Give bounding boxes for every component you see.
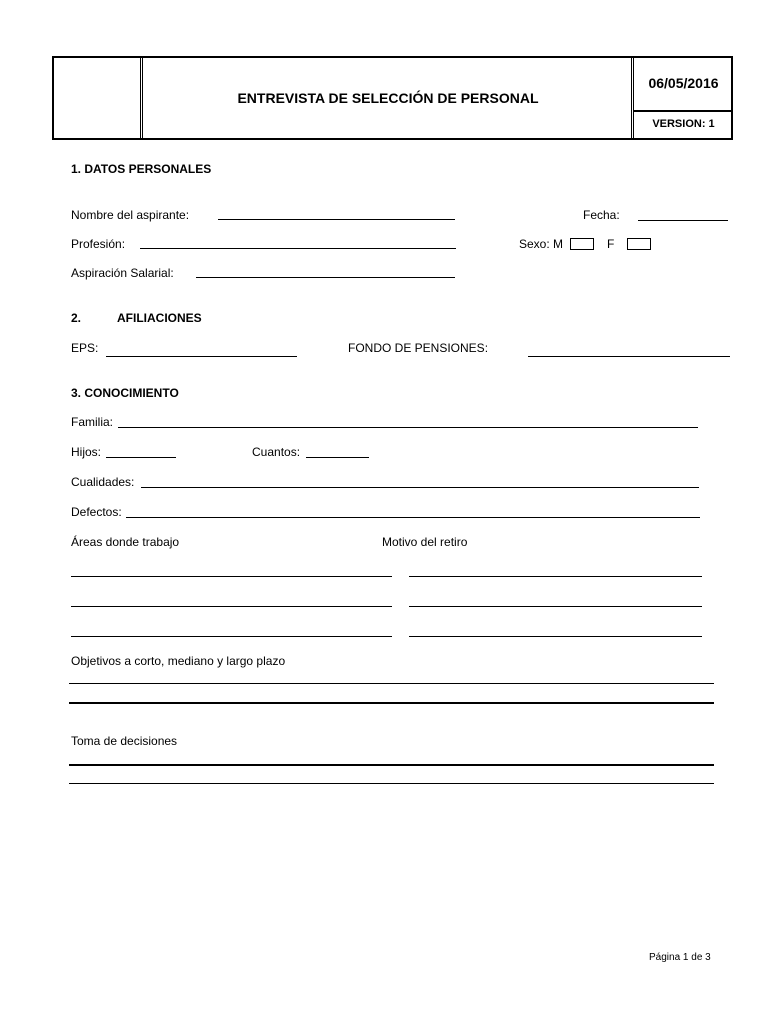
date-label: Fecha: <box>583 208 620 222</box>
defects-field[interactable] <box>126 517 700 518</box>
retirement-reason-field-3[interactable] <box>409 636 702 637</box>
sex-label: Sexo: M <box>519 237 564 251</box>
family-label: Familia: <box>71 415 114 429</box>
children-label: Hijos: <box>71 445 102 459</box>
qualities-field[interactable] <box>141 487 699 488</box>
document-date: 06/05/2016 <box>634 56 733 112</box>
retirement-reason-field-2[interactable] <box>409 606 702 607</box>
children-field[interactable] <box>106 457 176 458</box>
eps-label: EPS: <box>71 341 99 355</box>
salary-field[interactable] <box>196 277 455 278</box>
objectives-field-2[interactable] <box>69 702 714 704</box>
page-number: Página 1 de 3 <box>649 952 711 963</box>
defects-label: Defectos: <box>71 505 122 519</box>
document-title: ENTREVISTA DE SELECCIÓN DE PERSONAL <box>237 90 539 106</box>
work-area-field-3[interactable] <box>71 636 392 637</box>
sex-f-checkbox[interactable] <box>627 238 651 250</box>
retirement-reason-field-1[interactable] <box>409 576 702 577</box>
family-field[interactable] <box>118 427 698 428</box>
objectives-field-1[interactable] <box>69 683 714 684</box>
objectives-label: Objetivos a corto, mediano y largo plazo <box>71 654 286 668</box>
logo-cell <box>52 56 143 140</box>
work-area-field-1[interactable] <box>71 576 392 577</box>
document-version: VERSION: 1 <box>652 118 715 130</box>
sex-m-checkbox[interactable] <box>570 238 594 250</box>
eps-field[interactable] <box>106 356 297 357</box>
retirement-reason-label: Motivo del retiro <box>382 535 468 549</box>
decision-making-label: Toma de decisiones <box>71 734 178 748</box>
applicant-name-field[interactable] <box>218 219 455 220</box>
section-heading-personal-data: 1. DATOS PERSONALES <box>71 162 212 176</box>
work-areas-label: Áreas donde trabajo <box>71 535 180 549</box>
profession-field[interactable] <box>140 248 456 249</box>
section-number-affiliations: 2. <box>71 311 82 325</box>
header-right-cell <box>631 56 733 140</box>
decision-making-field-2[interactable] <box>69 783 714 784</box>
salary-label: Aspiración Salarial: <box>71 266 174 280</box>
decision-making-field-1[interactable] <box>69 764 714 766</box>
work-area-field-2[interactable] <box>71 606 392 607</box>
how-many-field[interactable] <box>306 457 369 458</box>
profession-label: Profesión: <box>71 237 126 251</box>
date-field[interactable] <box>638 220 728 221</box>
sex-f-label: F <box>607 237 615 251</box>
qualities-label: Cualidades: <box>71 475 135 489</box>
pension-fund-label: FONDO DE PENSIONES: <box>348 341 489 355</box>
how-many-label: Cuantos: <box>252 445 301 459</box>
applicant-name-label: Nombre del aspirante: <box>71 208 190 222</box>
section-heading-knowledge: 3. CONOCIMIENTO <box>71 386 179 400</box>
section-heading-affiliations: AFILIACIONES <box>117 311 202 325</box>
pension-fund-field[interactable] <box>528 356 730 357</box>
